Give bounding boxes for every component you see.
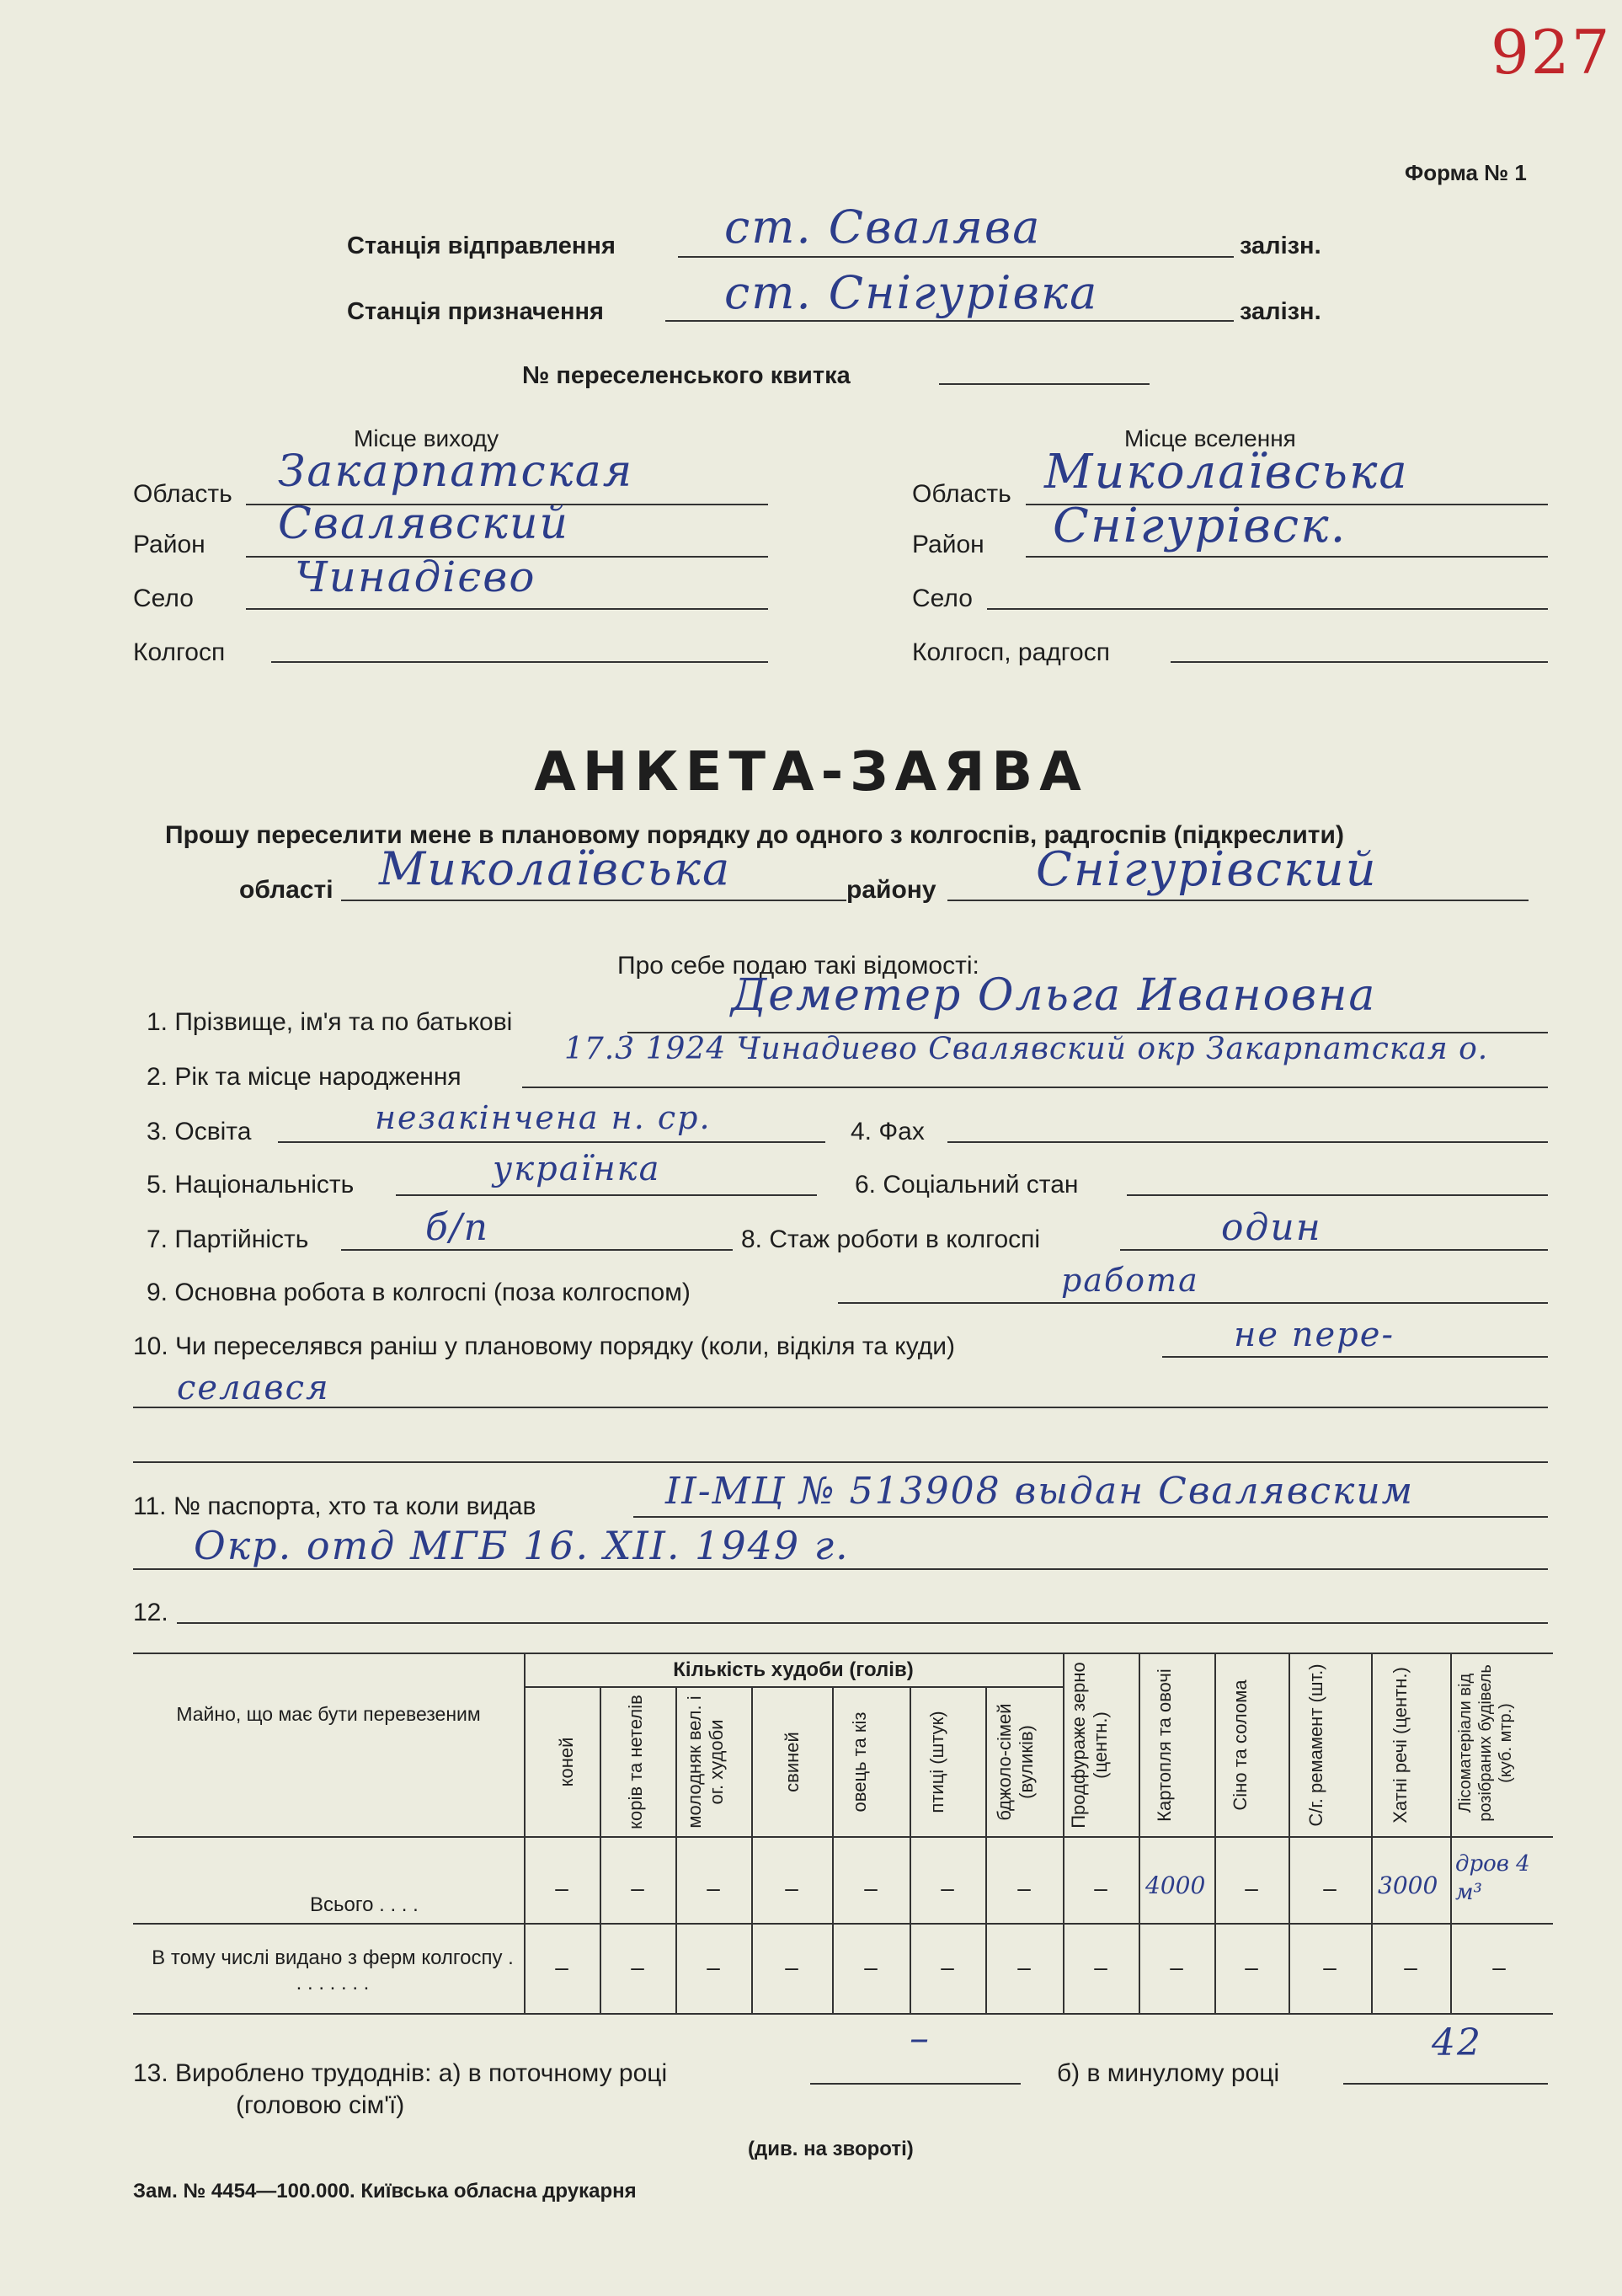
table-cell: – — [631, 1954, 644, 1980]
col-header-young-cattle: молодняк вел. і ог. худоби — [684, 1695, 727, 1829]
origin-region-label: Область — [133, 480, 232, 508]
q6-label: 6. Соціальний стан — [855, 1171, 1079, 1199]
col-header-timber: Лісоматеріали від розібраних будівель (куб. мтр.) — [1456, 1664, 1515, 1822]
q5-line — [396, 1194, 817, 1196]
q11-value-b: Окр. отд МГБ 16. XII. 1949 г. — [194, 1523, 850, 1568]
dest-heading: Місце вселення — [1124, 425, 1296, 451]
dest-region-value: Миколаївська — [1044, 445, 1409, 499]
col-header-poultry: птиці (штук) — [926, 1711, 947, 1813]
q5-label: 5. Національність — [147, 1171, 355, 1199]
col-header-potatoes: Картопля та овочі — [1154, 1669, 1175, 1822]
origin-district-label: Район — [133, 531, 205, 558]
request-text: Прошу переселити мене в плановому порядку до одного з колгоспів, радгоспів (підкреслити) — [165, 821, 1344, 849]
q8-label: 8. Стаж роботи в колгоспі — [741, 1225, 1041, 1253]
col-header-equipment: С/г. ремамент (шт.) — [1305, 1663, 1326, 1827]
intro-text: Про себе подаю такі відомості: — [617, 952, 979, 980]
dest-district-value: Снігурівск. — [1053, 499, 1347, 553]
dest-kolhosp-label: Колгосп, радгосп — [912, 638, 1110, 666]
table-cell: – — [1094, 1875, 1107, 1901]
q9-label: 9. Основна робота в колгоспі (поза колгоспом) — [147, 1279, 691, 1306]
q1-label: 1. Прізвище, ім'я та по батькові — [147, 1008, 513, 1036]
table-cell: – — [941, 1875, 954, 1901]
dest-district-line — [1026, 556, 1548, 558]
printer-info: Зам. № 4454—100.000. Київська обласна друкарня — [133, 2180, 637, 2203]
q10-value-b: селався — [177, 1369, 330, 1407]
q5-value: українка — [493, 1150, 661, 1188]
dest-region-label: Область — [912, 480, 1011, 508]
see-reverse: (див. на звороті) — [748, 2138, 914, 2160]
table-cell: – — [631, 1875, 644, 1901]
origin-village-line — [246, 608, 768, 610]
q12-line — [177, 1622, 1548, 1624]
q4-line — [947, 1141, 1548, 1143]
q12-label: 12. — [133, 1599, 168, 1626]
table-cell: – — [1245, 1875, 1258, 1901]
q11-label: 11. № паспорта, хто та коли видав — [133, 1492, 536, 1520]
property-header: Майно, що має бути перевезеним — [176, 1703, 481, 1725]
table-cell: – — [1245, 1954, 1258, 1980]
oblast-line — [341, 900, 846, 901]
station-departure-value: ст. Свалява — [724, 200, 1042, 254]
col-header-household: Хатні речі (центн.) — [1390, 1667, 1411, 1823]
table-cell: – — [864, 1875, 878, 1901]
origin-kolhosp-label: Колгосп — [133, 638, 226, 666]
table-cell: – — [941, 1954, 954, 1980]
q10-line-c — [133, 1461, 1548, 1463]
q7-label: 7. Партійність — [147, 1225, 309, 1253]
table-row1-bottom — [133, 1923, 1553, 1925]
row-farm-label: В тому числі видано з ферм колгоспу . . . . . . . . — [152, 1946, 514, 1994]
table-cell: – — [1017, 1954, 1031, 1980]
table-cell: – — [785, 1954, 798, 1980]
q1-value: Деметер Ольга Ивановна — [731, 970, 1377, 1021]
raion-label: району — [846, 876, 936, 904]
dest-village-label: Село — [912, 585, 973, 612]
table-cell: – — [1404, 1954, 1417, 1980]
q13-sub: (головою сім'ї) — [236, 2091, 405, 2119]
table-cell: – — [707, 1875, 720, 1901]
q3-label: 3. Освіта — [147, 1118, 252, 1145]
table-cell: – — [785, 1875, 798, 1901]
q9-value: работа — [1061, 1262, 1199, 1299]
dest-kolhosp-line — [1171, 661, 1548, 663]
q10-label: 10. Чи переселявся раніш у плановому порядку (коли, відкіля та куди) — [133, 1332, 956, 1360]
origin-village-label: Село — [133, 585, 194, 612]
railway-suffix-1: залізн. — [1240, 232, 1321, 259]
q10-value-a: не пере- — [1234, 1316, 1395, 1354]
table-cell: – — [864, 1954, 878, 1980]
col-header-sheep: овець та кіз — [849, 1711, 870, 1813]
station-destination-label: Станція призначення — [347, 298, 604, 325]
q3-value: незакінчена н. ср. — [375, 1099, 712, 1136]
archive-number: 927 — [1491, 17, 1612, 88]
q9-line — [838, 1302, 1548, 1304]
dest-village-line — [987, 608, 1548, 610]
table-cell: – — [1094, 1954, 1107, 1980]
q13-value-b: 42 — [1432, 2021, 1482, 2064]
q13-b-label: б) в минулому році — [1057, 2059, 1280, 2087]
livestock-header-border — [524, 1686, 1063, 1688]
station-destination-line — [665, 320, 1234, 322]
table-cell: – — [555, 1875, 568, 1901]
col-header-pigs: свиней — [782, 1732, 803, 1792]
q2-label: 2. Рік та місце народження — [147, 1063, 462, 1091]
table-cell-household: 3000 — [1378, 1872, 1438, 1899]
table-cell: – — [1017, 1875, 1031, 1901]
q13-label: 13. Вироблено трудоднів: а) в поточному році — [133, 2059, 668, 2087]
q8-value: один — [1221, 1206, 1322, 1249]
oblast-value: Миколаївська — [379, 842, 732, 895]
q7-line — [341, 1249, 733, 1251]
q10-line-a — [1162, 1356, 1548, 1358]
q13-line-a — [810, 2083, 1021, 2085]
table-header-bottom — [133, 1836, 1553, 1838]
table-cell: – — [1323, 1875, 1337, 1901]
livestock-header: Кількість худоби (голів) — [673, 1658, 914, 1681]
station-departure-label: Станція відправлення — [347, 232, 616, 259]
origin-region-value: Закарпатская — [278, 446, 634, 497]
dest-district-label: Район — [912, 531, 984, 558]
col-header-bees: бджоло-сімей (вуликів) — [994, 1703, 1037, 1821]
table-cell: – — [1492, 1954, 1506, 1980]
table-cell: – — [1170, 1954, 1183, 1980]
oblast-label: області — [239, 876, 333, 904]
station-departure-line — [678, 256, 1234, 258]
ticket-label: № переселенського квитка — [522, 362, 851, 389]
origin-district-value: Свалявский — [278, 499, 570, 549]
form-number: Форма № 1 — [1405, 160, 1527, 185]
q11-line-b — [133, 1568, 1548, 1570]
q8-line — [1120, 1249, 1548, 1251]
q7-value: б/п — [425, 1206, 490, 1249]
row-total-label: Всього . . . . — [310, 1893, 419, 1916]
q11-line-a — [633, 1516, 1548, 1518]
q13-line-b — [1343, 2083, 1548, 2085]
ticket-line — [939, 383, 1150, 385]
col-header-hay: Сіно та солома — [1230, 1679, 1251, 1811]
origin-heading: Місце виходу — [354, 425, 499, 451]
raion-line — [947, 900, 1529, 901]
q2-value: 17.3 1924 Чинадиево Свалявский окр Закарпатская о. — [564, 1032, 1489, 1066]
table-cell-timber: дров 4 м³ — [1455, 1851, 1530, 1905]
table-cell: – — [555, 1954, 568, 1980]
table-top-border — [133, 1653, 1553, 1654]
form-title: АНКЕТА-ЗАЯВА — [534, 741, 1088, 804]
q2-line — [522, 1087, 1548, 1088]
q10-line-b — [133, 1407, 1548, 1408]
q11-value-a: ІІ-МЦ № 513908 выдан Свалявским — [665, 1470, 1415, 1513]
table-cell: – — [707, 1954, 720, 1980]
origin-village-value: Чинадієво — [295, 553, 536, 601]
station-destination-value: ст. Снігурівка — [724, 266, 1099, 319]
origin-kolhosp-line — [271, 661, 768, 663]
col-header-horses: коней — [556, 1737, 577, 1787]
railway-suffix-2: залізн. — [1240, 298, 1321, 325]
col-header-grain: Продфураже зерно (центн.) — [1068, 1662, 1111, 1829]
q3-line — [278, 1141, 825, 1143]
table-cell-potatoes: 4000 — [1145, 1872, 1206, 1899]
table-cell: – — [1323, 1954, 1337, 1980]
q13-value-a: – — [910, 2015, 931, 2060]
q6-line — [1127, 1194, 1548, 1196]
table-row2-bottom — [133, 2013, 1553, 2015]
col-header-cows: корів та нетелів — [625, 1695, 646, 1829]
q4-label: 4. Фах — [851, 1118, 925, 1145]
raion-value: Снігурівский — [1036, 842, 1378, 897]
